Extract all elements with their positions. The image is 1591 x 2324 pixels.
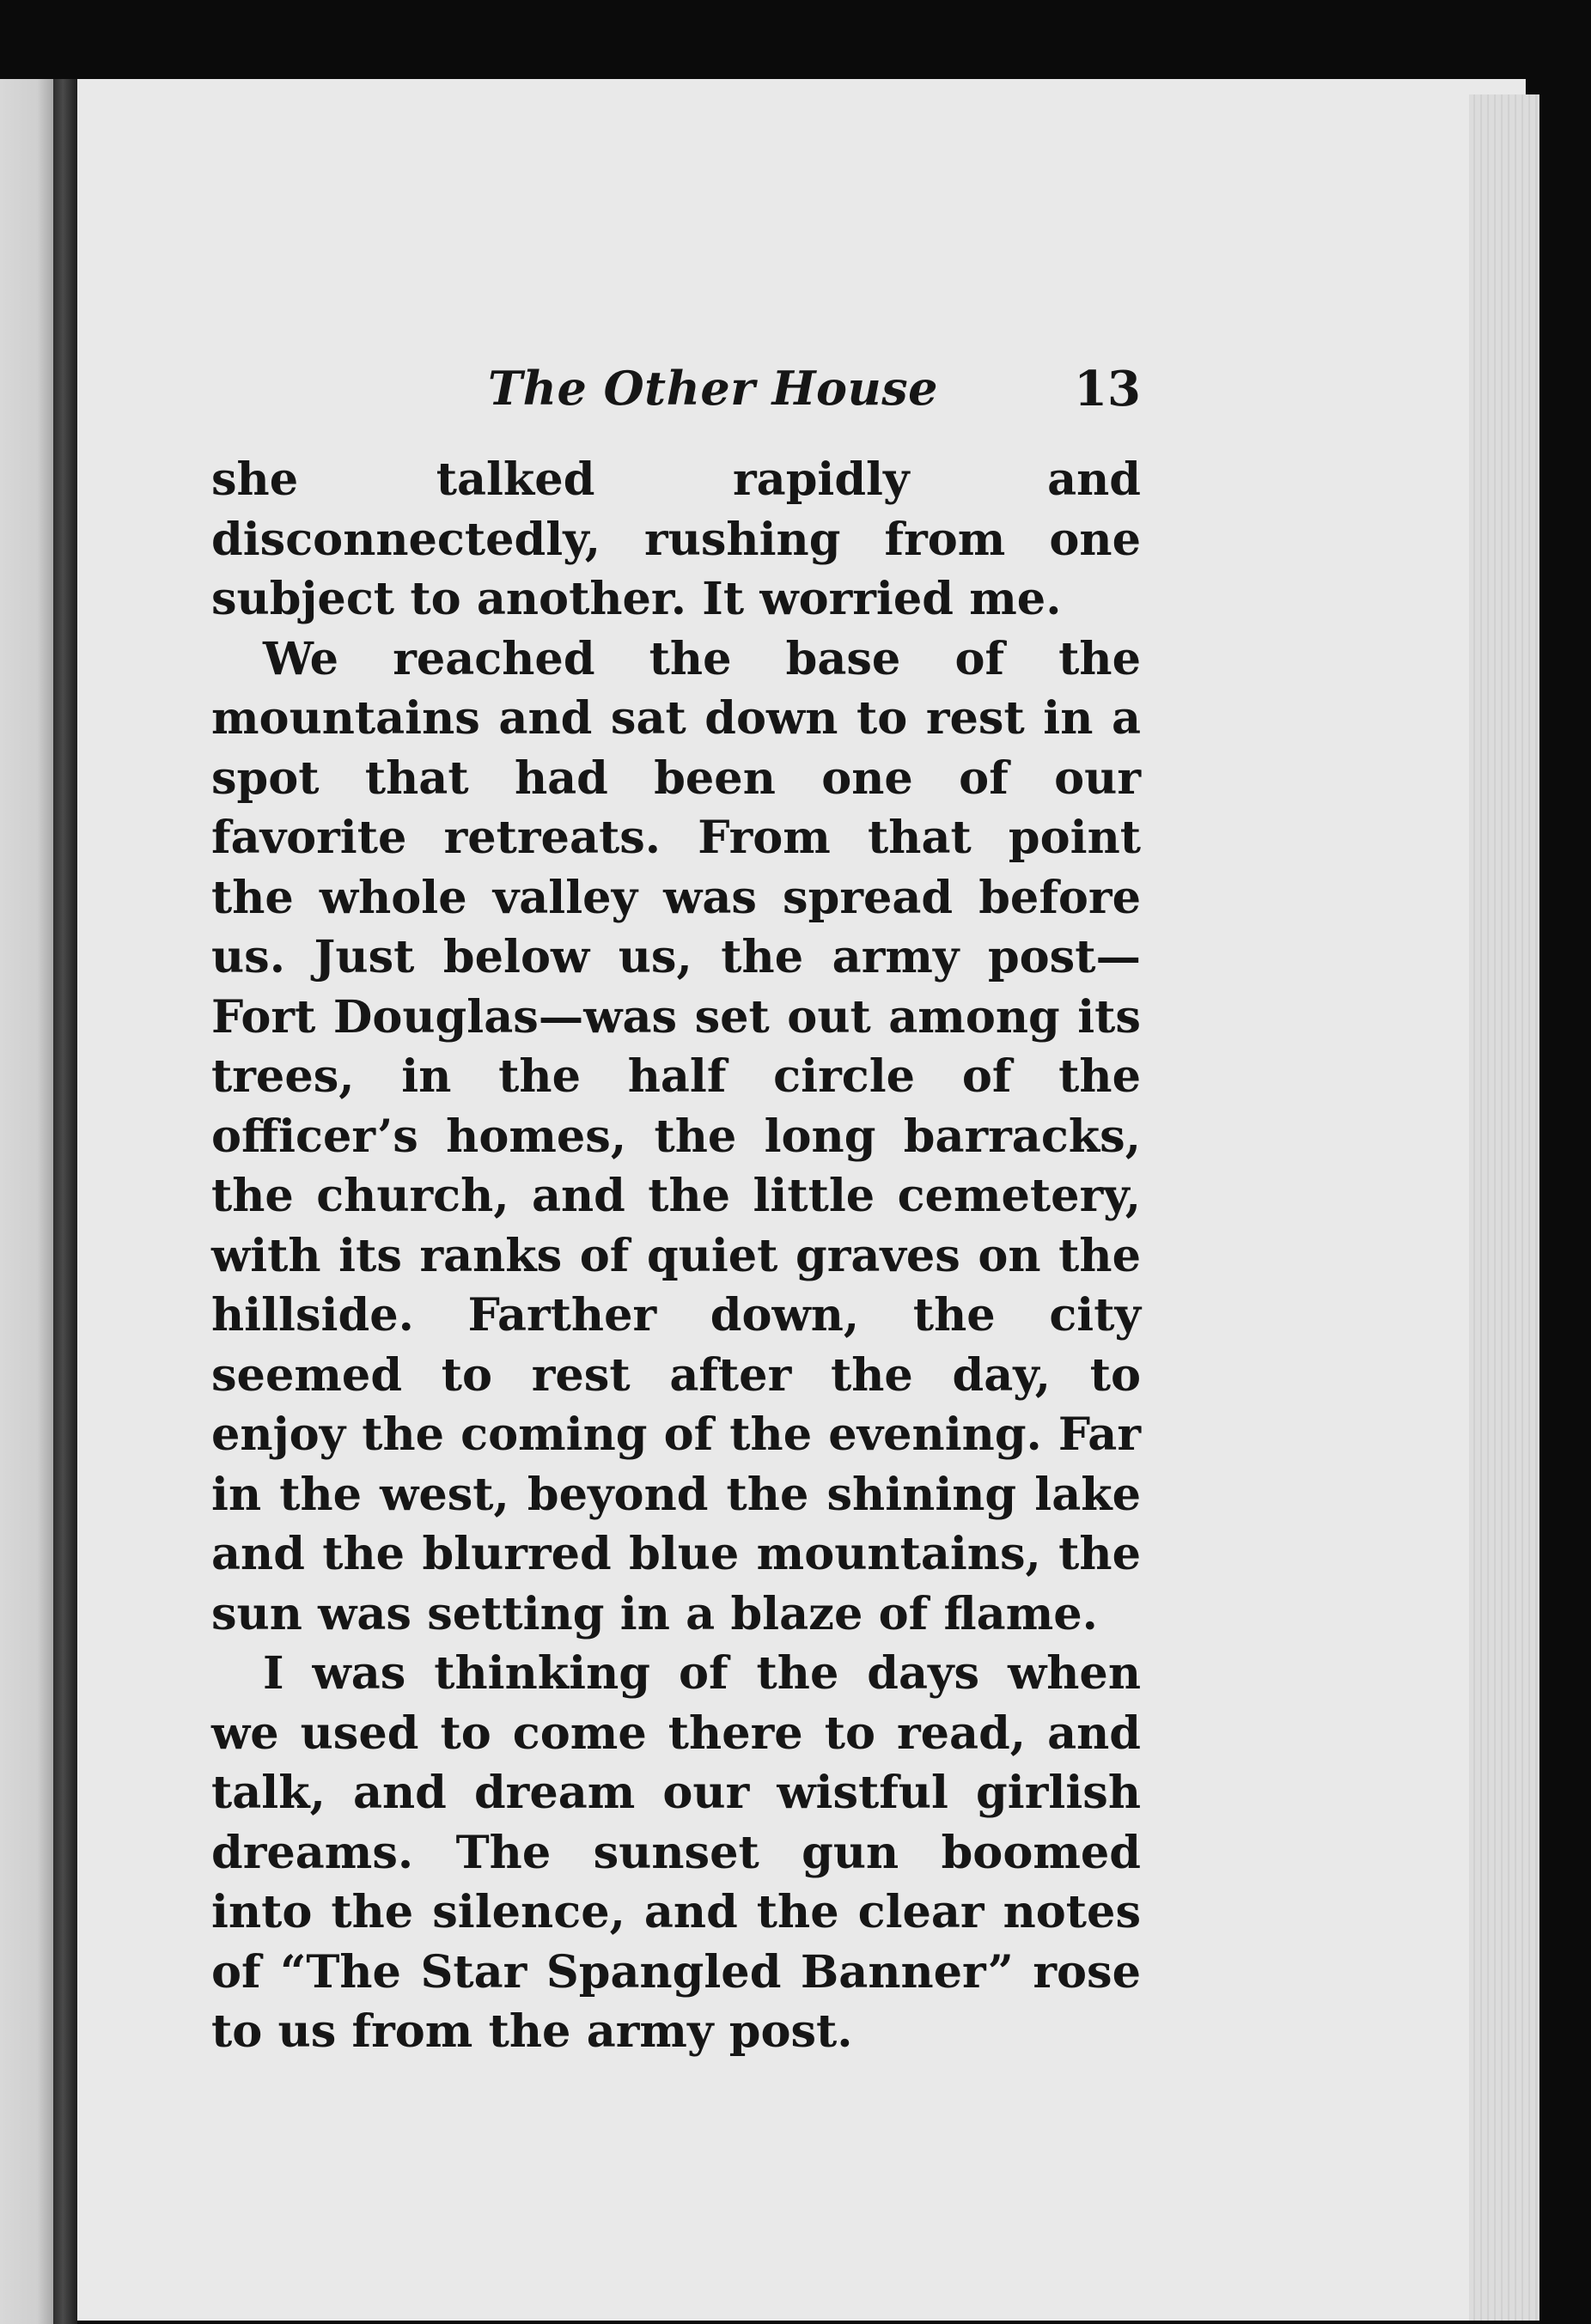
page-stack-edge [1469, 94, 1539, 2321]
paragraph-continued: she talked rapidly and disconnectedly, rushing from one subject to another. It worried me. [211, 453, 1141, 625]
paragraph-mountains: We reached the base of the mountains and sat down to rest in a spot that had been one of our favorite retreats. From that point the whole valley was spread before us. Just below us, the army post—Fort Douglas—was set out among its trees, in the half circle of the officer’s homes, the long barracks, the church, and the little cemetery, with its ranks of quiet graves on the hillside. Farther down, the city seemed to rest after the day, to enjoy the coming of the evening. Far in the west, beyond the shining lake and the blurred blue mountains, the sun was setting in a blaze of flame. [211, 632, 1141, 1640]
paragraph-memories: I was thinking of the days when we used to come there to read, and talk, and dream our wistful girlish dreams. The sunset gun boomed into the silence, and the clear notes of “The Star Spangled Banner” rose to us from the army post. [211, 1647, 1141, 2058]
page-number: 13 [1074, 361, 1141, 417]
page-text-block [211, 344, 1141, 2062]
running-title: The Other House [488, 361, 939, 416]
book-spine [53, 79, 77, 2324]
facing-page-edge [0, 79, 53, 2324]
running-head [211, 344, 1141, 438]
